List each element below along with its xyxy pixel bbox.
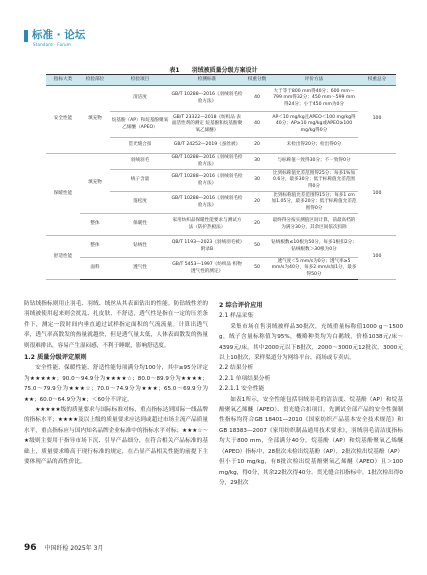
weight-cell: 40 (244, 86, 270, 112)
method-cell: 透气度＜5 mm/s为0分；透气率≥5 mm/s为40分，每多2 mm/s加1分，最多得50分 (270, 258, 358, 280)
method-cell: 与标称值一致得30分；不一致得0分 (270, 154, 358, 170)
table-number: 表1 (169, 67, 180, 74)
method-cell: 钻绒根数≤10根为50分，每多1根扣2分；钻绒根数＞30根为0分 (270, 236, 358, 258)
subsection-heading: 1.2 质量分级评定原则 (24, 354, 87, 362)
standard-cell: 家用纺织品保暖性能要求与测试方法（防护热板法） (170, 214, 244, 236)
method-cell: AP＜10 mg/kg且APEO＜100 mg/kg得40分；AP≥10 mg/kg或APEO≥100 mg/kg得0分 (270, 112, 358, 138)
column-header: 检测标准 (170, 75, 244, 86)
total-cell: 100 (358, 154, 396, 236)
column-header: 检验部位 (80, 75, 110, 86)
weight-cell: 20 (244, 138, 270, 154)
grading-scheme-table (46, 74, 396, 280)
subsection-heading: 2.2.1 单项结果分析 (219, 375, 271, 382)
item-cell: 贯光缝合扣 (110, 138, 170, 154)
journal-name: 中国纤检 (44, 545, 69, 552)
section-subtitle: Standard · Forum (33, 42, 71, 47)
section-title: 标准 · 论坛 (32, 29, 86, 41)
subsection-heading: 2.2 结果分析 (219, 365, 254, 372)
total-cell: 100 (358, 86, 396, 154)
item-cell: 清洁度 (110, 86, 170, 112)
column-header: 权重分数 (244, 75, 270, 86)
standard-cell: GB/T 10288—2016《羽绒羽毛检验方法》 (170, 154, 244, 170)
method-cell: 比到标称值允差范围得25分；每多1%加0.6分，最多30分；低于标称值允差范围得0分 (270, 170, 358, 192)
item-cell: 烷基酚（AP）和烷基酚聚氧乙烯醚（APEO） (110, 112, 170, 138)
table-row (46, 214, 396, 236)
table-header-row (46, 75, 396, 86)
item-cell: 透气性 (110, 258, 170, 280)
issue-date: 2025年 3月 (70, 545, 104, 552)
table-row (46, 86, 396, 112)
item-cell: 钻绒性 (110, 236, 170, 258)
page-footer (24, 543, 103, 553)
page-number: 96 (24, 543, 37, 553)
item-cell: 蓬松度 (110, 192, 170, 214)
standard-cell: GB/T 10288—2016《羽绒羽毛检验方法》 (170, 86, 244, 112)
method-cell: 未检出得20分；检出得0分 (270, 138, 358, 154)
method-cell: 大于等于800 mm得40分；600 mm～799 mm得32分；450 mm～599 mm得24分；小于450 mm为0分 (270, 86, 358, 112)
weight-cell: 40 (244, 112, 270, 138)
standard-cell: GB/T 10288—2016《羽绒羽毛检验方法》 (170, 192, 244, 214)
item-cell: 保暖性 (110, 214, 170, 236)
subsection-heading: 2.2.1.1 安全性能 (219, 386, 265, 393)
section-heading: 2 综合评价应用 (219, 302, 263, 309)
standard-cell: GB/T 10288—2016《羽绒羽毛检验方法》 (170, 170, 244, 192)
standard-cell: GB/T 24252—2019《蚕丝被》 (170, 138, 244, 154)
right-text-column (219, 299, 403, 488)
part-cell: 填充物 (80, 86, 110, 154)
standard-cell: QB/T 1193—2023《羽绒羽毛被》附录B (170, 236, 244, 258)
method-cell: 比到标称值允差范围得15分；每多1 cm加1.05分，最多20分；低于标称值允差范围得0分 (270, 192, 358, 214)
method-cell: 最终得分按实测值区间计算，前最高档的为满分30分，其余区间依次扣除 (270, 214, 358, 236)
part-cell: 整体 (80, 214, 110, 236)
part-cell: 填充物 (80, 154, 110, 214)
left-text-column (24, 299, 208, 468)
table-row (46, 258, 396, 280)
column-header: 评价方法 (270, 75, 358, 86)
body-paragraph: 如表1所示，安全性能包括羽绒羽毛的清洁度、烷基酚（AP）和烷基酚聚氧乙烯醚（APEO）、贯光缝合扣项目。先测试全部产品的安全性强制性指标均符合GB 18401—2010《国家纺织产品基本安全技术规范》和GB 18383—2007《家用纺织制品通用技术要求》，羽绒羽毛清洁度指标均大于800 mm，全部满分40分。烷基酚（AP）和烷基酚聚氧乙烯醚（APEO）指标中，28批次未检出烷基酚（AP），2批次检出烷基酚（AP）但小于10 mg/kg，有8批次检出烷基酚聚氧乙烯醚（APEO）且＞100 mg/kg，得0分，其余22批次得40分。贯光缝合扣指标中，1批次检出得0分，29批次 (219, 396, 403, 486)
weight-cell: 20 (244, 214, 270, 236)
header-accent-bar (24, 30, 28, 42)
column-header: 指标大类 (46, 75, 80, 86)
weight-cell: 30 (244, 154, 270, 170)
column-header: 权重总分 (358, 75, 396, 86)
body-paragraph: 防钻绒指标则用止羽毛、羽绒、绒丝从其表面钻出的性能。防钻绒性差的羽绒被使用起来则会扰乱、扎皮肤、不舒适，透气性是指在一定的压差条件下，测定一段时间内垂直通过试样指定面积的气流流量。计算出透气率，透气率高散发的热量就越快，但是透气量太低，人体表面散发的热量则很难排出，容易产生湿闷感，不利于睡眠，影响舒适度。 (24, 301, 208, 349)
subsection-heading: 2.1 样品采集 (219, 313, 254, 320)
item-cell: 绒子含量 (110, 170, 170, 192)
part-cell: 整体 (80, 236, 110, 258)
weight-cell: 50 (244, 236, 270, 258)
table-row (46, 154, 396, 170)
body-paragraph: 安全性能、保暖性能、舒适性能每项满分均100分，其中≥95分评定为★★★★★；90.0～94.9分为★★★★☆；80.0～89.9分为★★★★；75.0～79.9分为★★★☆；70.0～74.9分为★★★；65.0～69.9分为★★；60.0～64.9分为★；＜60分不评定。 (24, 365, 208, 403)
total-cell: 100 (358, 236, 396, 280)
category-cell: 舒适性能 (46, 236, 80, 280)
body-paragraph: 采集市场在售羽绒被样品30批次，充绒重量标称值1000 g～1500 g，绒子含量标称值为95%，概略种类均为白鹅绒，价格1038元/床～4399元/床。其中2000元以下8批次，2000～3000元12批次，3000元以上10批次，采样渠道分为网络平台、商场或专卖店。 (219, 323, 403, 362)
category-cell: 安全性能 (46, 86, 80, 154)
standard-cell: GB/T 23322—2018《纺织品 表面活性剂的测定 烷基酚和烷基酚聚氧乙烯醚》 (170, 112, 244, 138)
part-cell: 面料 (80, 258, 110, 280)
table-title: 羽绒被质量分级方案设计 (191, 67, 258, 74)
weight-cell: 30 (244, 170, 270, 192)
body-paragraph: ★★★★★级的质量要求与国际标准对标，重点指标达到国际一线品牌的指标水平；★★★★及以上级的质量要求应达到或超过市场主流产品质量水平，重点指标应与国内知名品牌企业标准中的指标水平对标；★★★☆～★级则主要用于指导市场下沉、引导产品细分，在符合相关产品标准的基础上，质量要求略高于现行标准的规定，在凸显产品相关性能的前提下主要体现产品的高性价比。 (24, 407, 208, 466)
category-cell: 保暖性能 (46, 154, 80, 236)
weight-cell: 20 (244, 192, 270, 214)
column-header: 检验项目 (110, 75, 170, 86)
table-caption (0, 65, 427, 74)
standard-cell: GB/T 5453—1997《纺织品 织物透气性的测定》 (170, 258, 244, 280)
item-cell: 羽绒羽毛 (110, 154, 170, 170)
table-row (46, 236, 396, 258)
weight-cell: 50 (244, 258, 270, 280)
